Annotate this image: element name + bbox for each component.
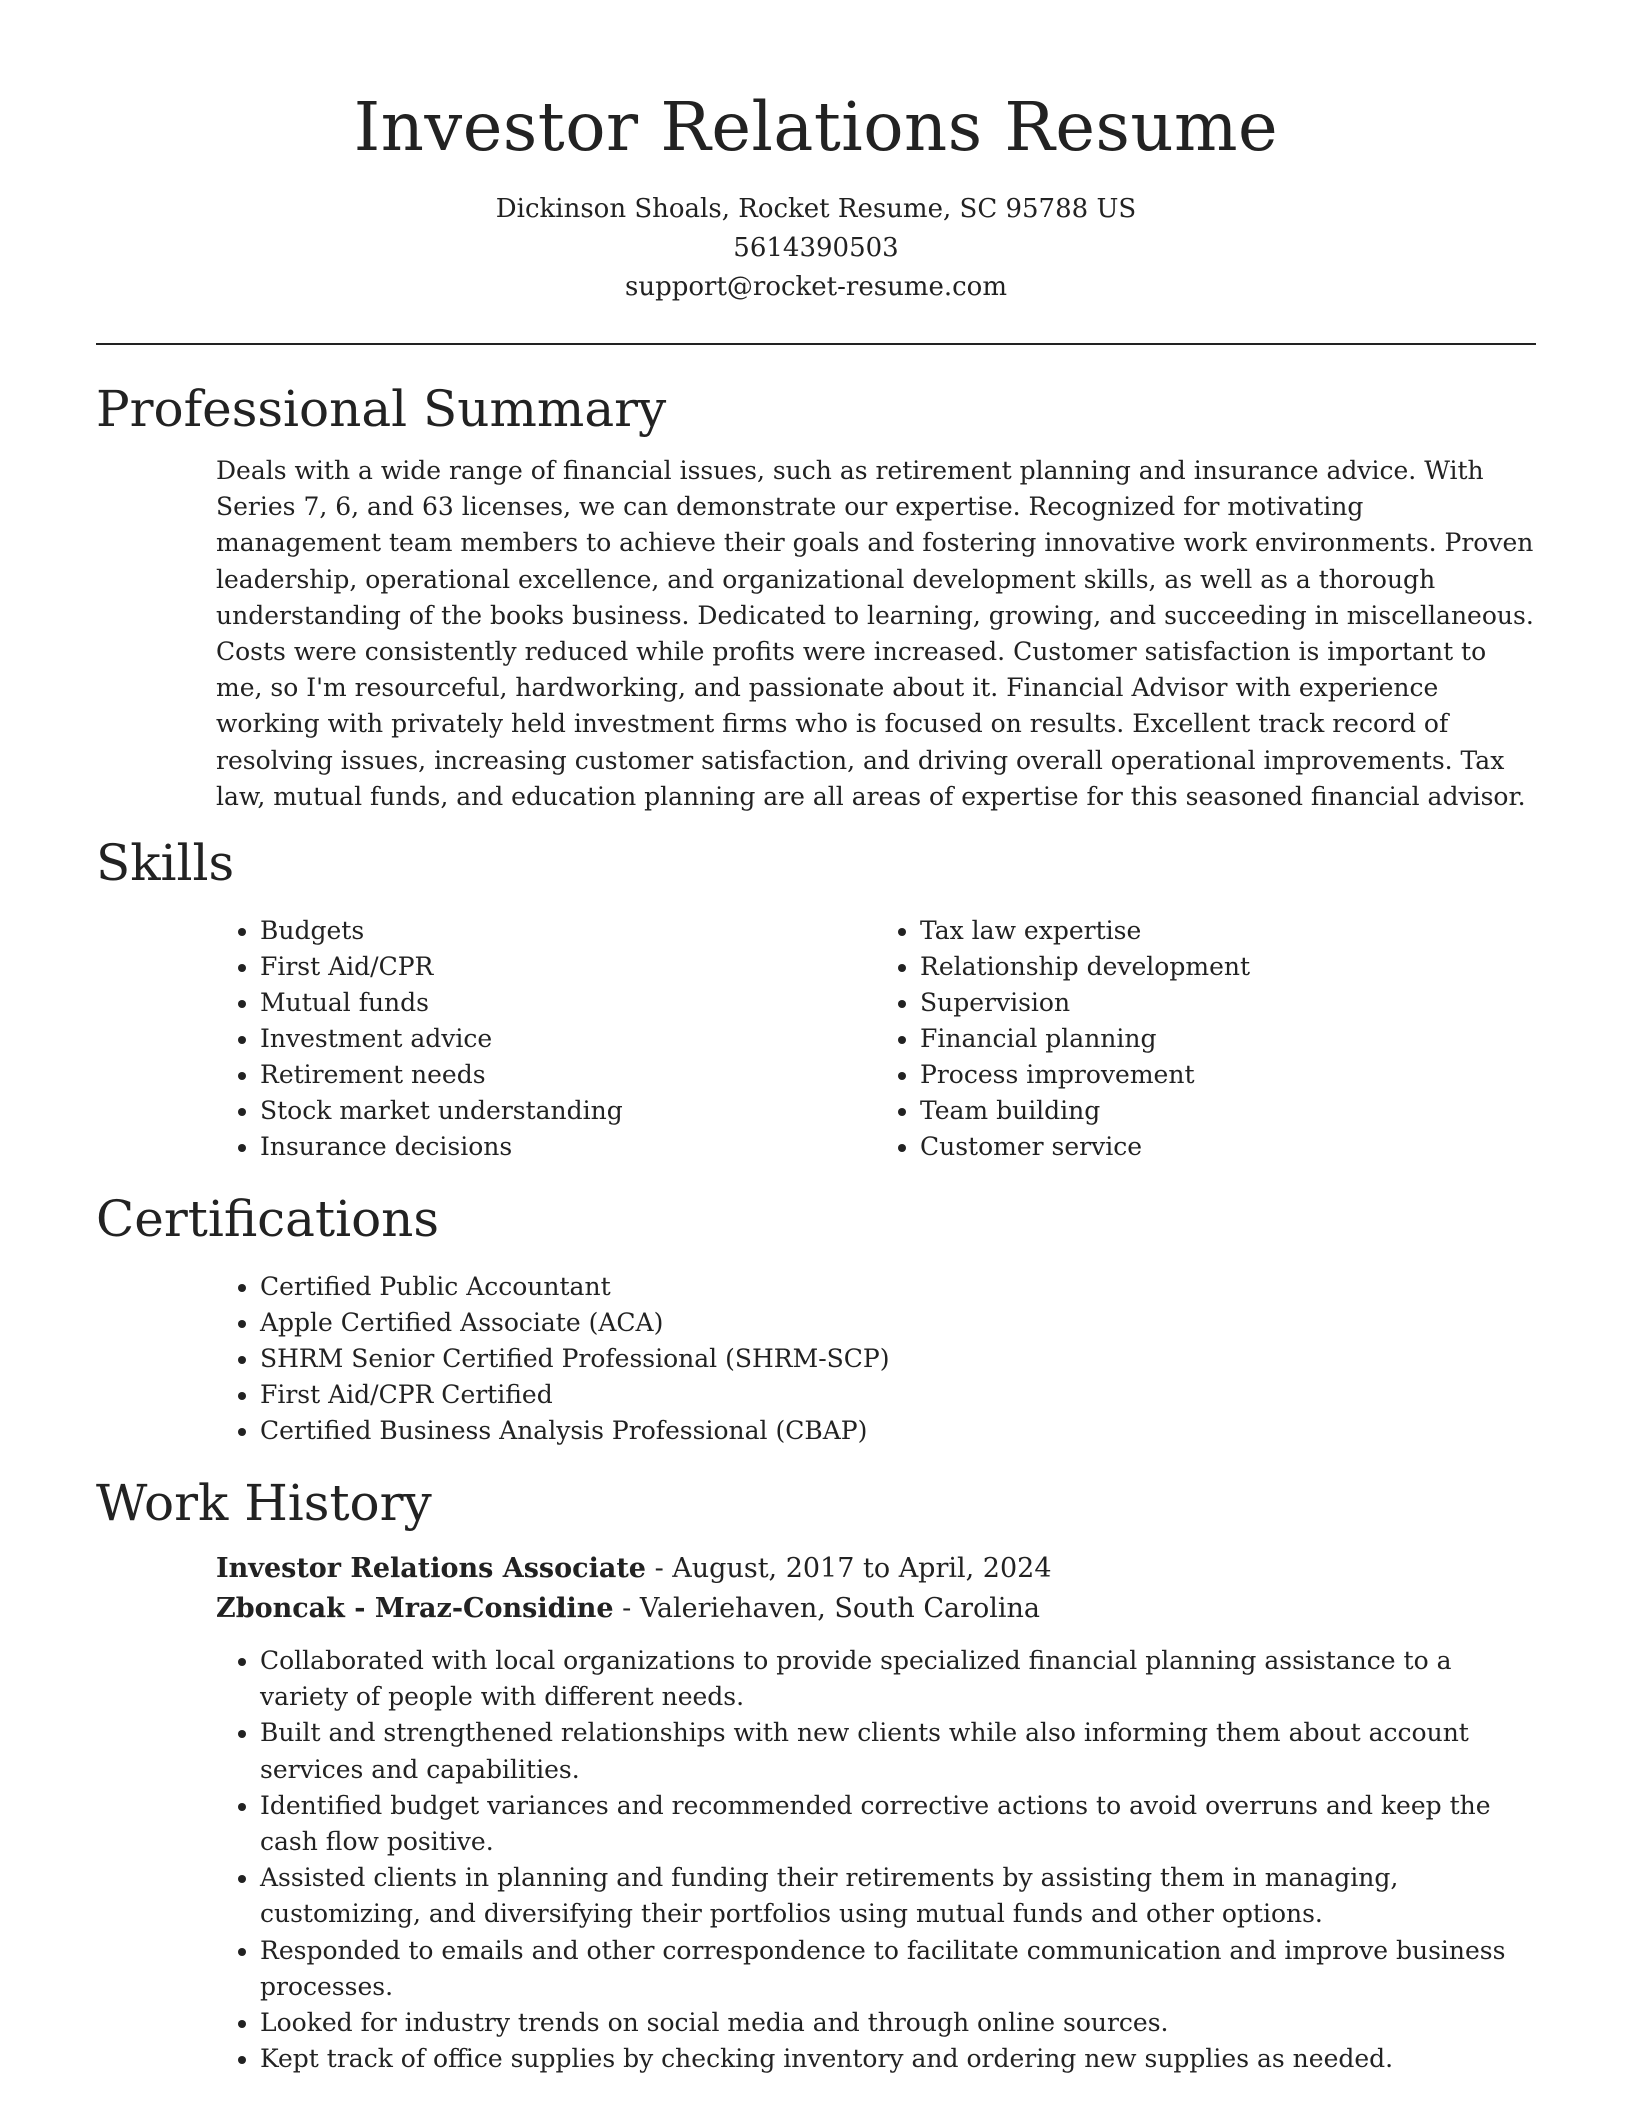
- job-entry: [216, 1549, 1536, 2077]
- certification-item: • Certified Public Accountant: [260, 1269, 1536, 1305]
- skill-item: • Customer service: [920, 1129, 1536, 1165]
- job-bullet: • Responded to emails and other correspondence to facilitate communication and improve business processes.: [260, 1933, 1536, 2005]
- certification-item: • First Aid/CPR Certified: [260, 1377, 1536, 1413]
- contact-address: Dickinson Shoals, Rocket Resume, SC 95788 US: [495, 194, 1137, 224]
- skill-item: • Insurance decisions: [260, 1129, 876, 1165]
- certifications-block: [216, 1269, 1536, 1449]
- skill-item: • Investment advice: [260, 1021, 876, 1057]
- contact-block: [96, 190, 1536, 307]
- work-history-heading: Work History: [96, 1474, 432, 1533]
- skill-item: • First Aid/CPR: [260, 949, 876, 985]
- job-bullet: • Looked for industry trends on social media and through online sources.: [260, 2005, 1536, 2041]
- job-bullets: [216, 1643, 1536, 2077]
- resume-header: [96, 0, 1536, 307]
- work-history-section: [96, 1471, 1536, 2077]
- job-bullet: • Identified budget variances and recommended corrective actions to avoid overruns and keep the cash flow positive.: [260, 1788, 1536, 1860]
- skill-item: • Budgets: [260, 913, 876, 949]
- job-title-line: [216, 1549, 1536, 1589]
- skill-item: • Financial planning: [920, 1021, 1536, 1057]
- skills-list-left: [216, 913, 876, 1165]
- job-title: Investor Relations Associate: [216, 1553, 646, 1585]
- certification-item: • Certified Business Analysis Professional (CBAP): [260, 1413, 1536, 1449]
- certification-item: • SHRM Senior Certified Professional (SHRM-SCP): [260, 1341, 1536, 1377]
- skill-item: • Team building: [920, 1093, 1536, 1129]
- skill-item: • Supervision: [920, 985, 1536, 1021]
- skills-section: [96, 831, 1536, 1165]
- summary-heading: Professional Summary: [96, 380, 667, 438]
- certifications-list: [216, 1269, 1536, 1449]
- certification-item: • Apple Certified Associate (ACA): [260, 1305, 1536, 1341]
- job-company: Zboncak - Mraz-Considine: [216, 1593, 614, 1625]
- job-dates: - August, 2017 to April, 2024: [645, 1553, 1052, 1585]
- header-divider: [96, 343, 1536, 345]
- contact-phone: 5614390503: [733, 233, 899, 263]
- job-bullet: • Assisted clients in planning and funding their retirements by assisting them in managing, customizing, and diversifying their portfolios using mutual funds and other options.: [260, 1860, 1536, 1932]
- certifications-section: [96, 1187, 1536, 1449]
- skills-list-right: [876, 913, 1536, 1165]
- skill-item: • Retirement needs: [260, 1057, 876, 1093]
- skill-item: • Process improvement: [920, 1057, 1536, 1093]
- skills-columns: [216, 913, 1536, 1165]
- resume-title: Investor Relations Resume: [353, 88, 1279, 166]
- summary-section: [96, 377, 1536, 815]
- job-bullet: • Kept track of office supplies by checking inventory and ordering new supplies as needed.: [260, 2041, 1536, 2077]
- job-location: - Valeriehaven, South Carolina: [613, 1593, 1041, 1625]
- skills-heading: Skills: [96, 834, 235, 893]
- contact-email: support@rocket-resume.com: [624, 272, 1007, 302]
- job-company-line: [216, 1589, 1536, 1629]
- certifications-heading: Certifications: [96, 1190, 440, 1249]
- job-bullet: • Collaborated with local organizations to provide specialized financial planning assistance to a variety of people with different needs.: [260, 1643, 1536, 1715]
- job-bullet: • Built and strengthened relationships with new clients while also informing them about account services and capabilities.: [260, 1715, 1536, 1787]
- skill-item: • Relationship development: [920, 949, 1536, 985]
- summary-text: Deals with a wide range of financial issues, such as retirement planning and insurance advice. With Series 7, 6, and 63 licenses, we can demonstrate our expertise. Recognized for motivating management team members to achieve their goals and fostering innovative work environments. Proven leadership, operational excellence, and organizational development skills, as well as a thorough understanding of the books business. Dedicated to learning, growing, and succeeding in miscellaneous. Costs were consistently reduced while profits were increased. Customer satisfaction is important to me, so I'm resourceful, hardworking, and passionate about it. Financial Advisor with experience working with privately held investment firms who is focused on results. Excellent track record of resolving issues, increasing customer satisfaction, and driving overall operational improvements. Tax law, mutual funds, and education planning are all areas of expertise for this seasoned financial advisor.: [216, 456, 1534, 811]
- skill-item: • Tax law expertise: [920, 913, 1536, 949]
- skill-item: • Stock market understanding: [260, 1093, 876, 1129]
- skill-item: • Mutual funds: [260, 985, 876, 1021]
